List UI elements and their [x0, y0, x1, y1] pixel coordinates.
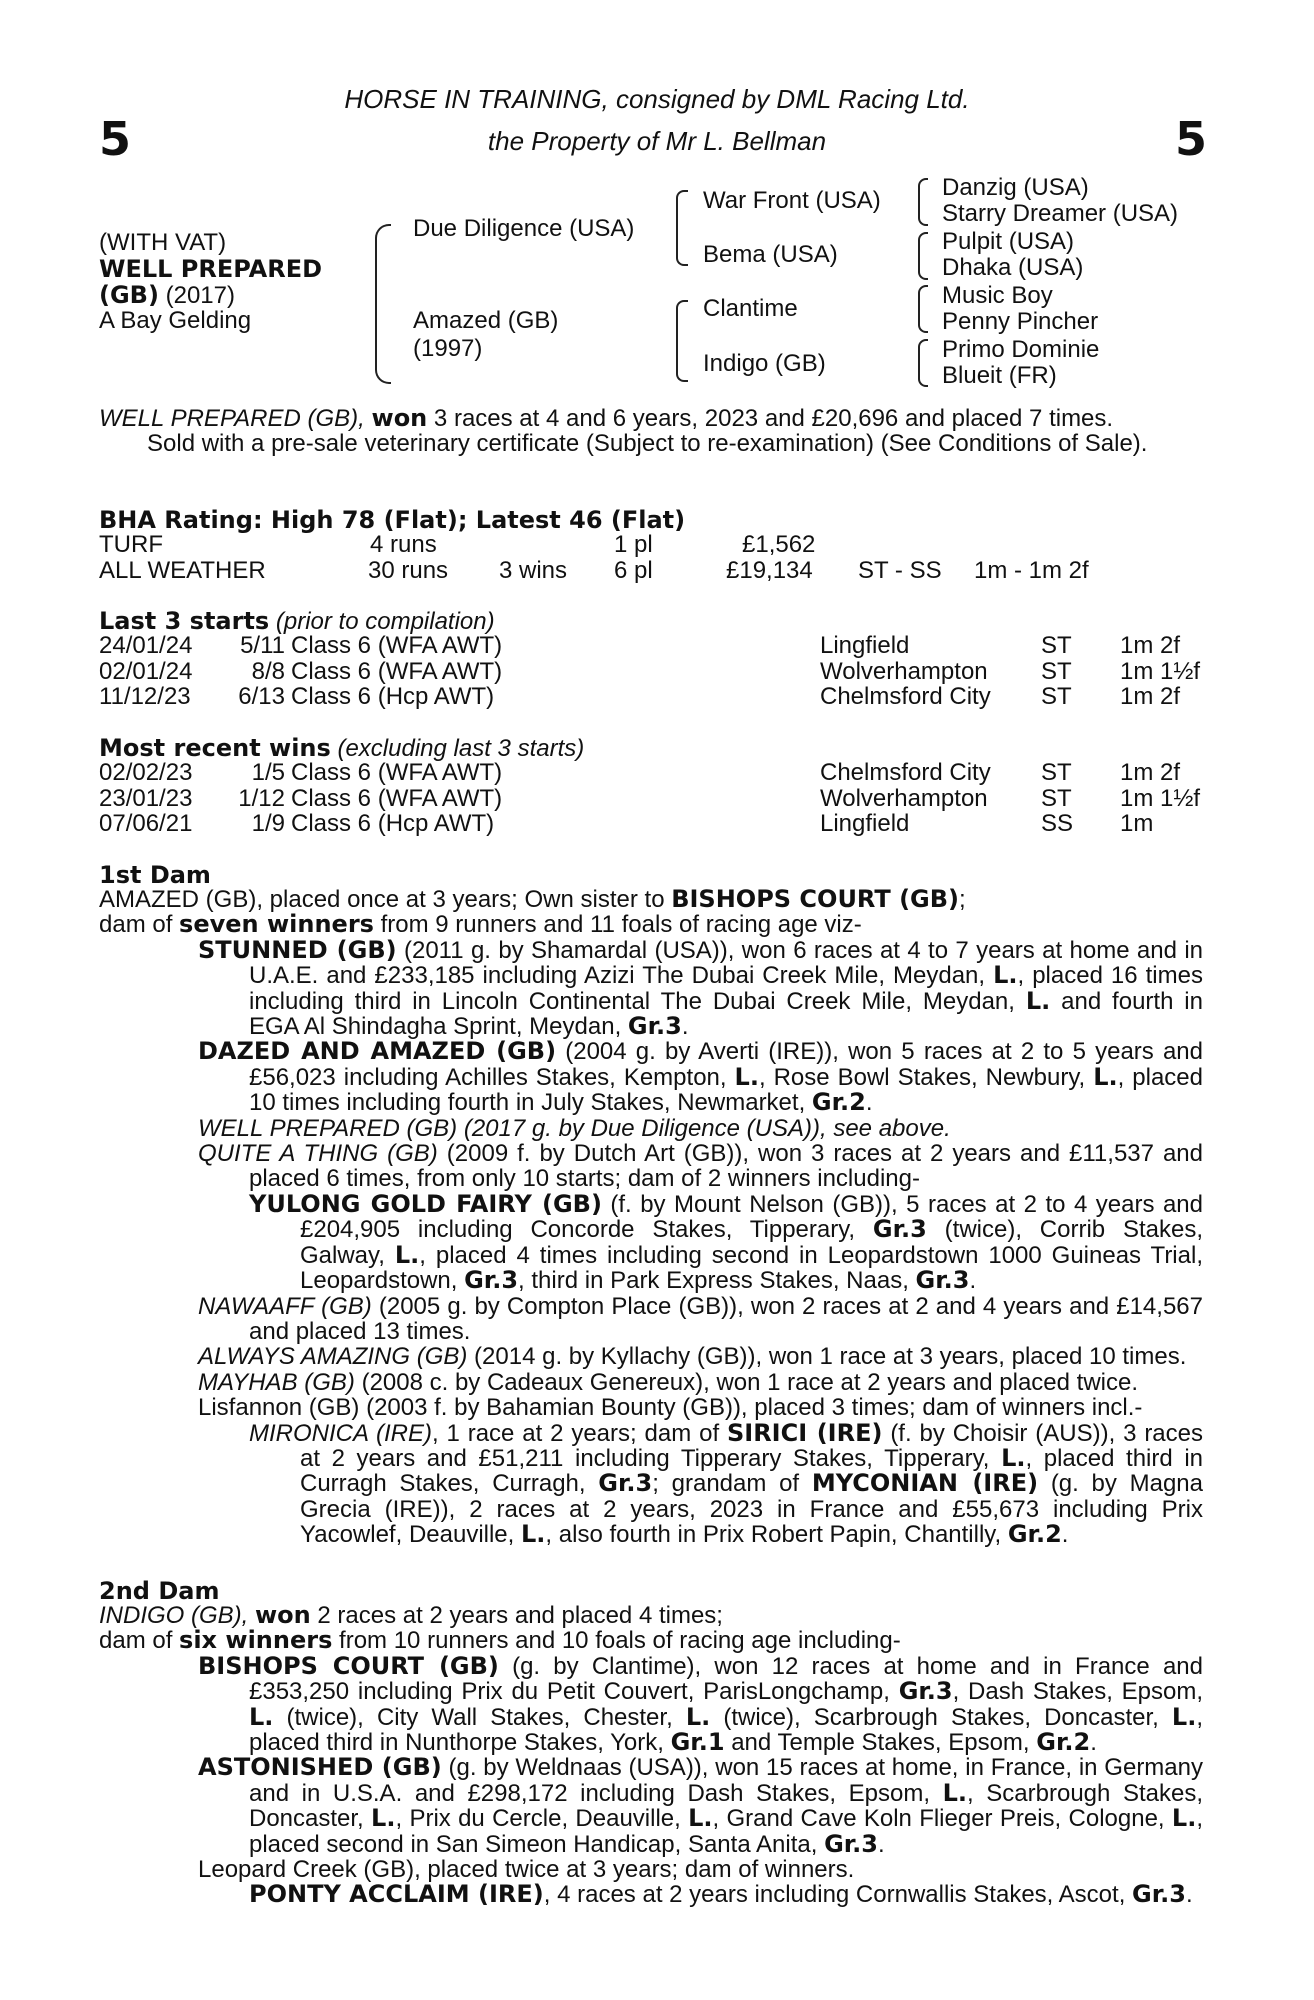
pedigree-sire-sire: War Front (USA) — [703, 187, 881, 214]
wins-pos: 1/12 — [238, 784, 285, 812]
produce-text: (2009 f. by Dutch Art (GB)), won 3 races at 2 years and £11,537 and placed 6 times, from only 10 starts; dam of 2 winners including- — [249, 1140, 1203, 1193]
pedigree-g1: Danzig (USA) — [942, 174, 1089, 201]
wins-pos: 1/9 — [251, 810, 285, 837]
produce-name: MAYHAB (GB) — [198, 1368, 355, 1396]
race-grade: Gr.3 — [627, 1012, 682, 1041]
first-dam-foals: from 9 runners and 11 foals of racing age viz- — [373, 911, 862, 939]
wins-course: Chelmsford City — [820, 759, 991, 786]
last3-note: (prior to compilation) — [275, 608, 495, 635]
produce-text: , third in Park Express Stakes, Naas, — [518, 1267, 916, 1295]
last3-date: 24/01/24 — [99, 632, 193, 659]
produce-name: ASTONISHED (GB) — [198, 1753, 442, 1782]
produce-mironica — [99, 1418, 1204, 1549]
produce-text: (2014 g. by Kyllachy (GB)), won 1 race at 3 years, placed 10 times. — [467, 1343, 1187, 1371]
race-grade: Gr.2 — [1036, 1728, 1091, 1757]
race-grade: L. — [249, 1702, 274, 1731]
produce-text: , 1 race at 2 years; dam of — [431, 1419, 727, 1447]
last3-date: 11/12/23 — [99, 683, 191, 710]
lot-number-left: 5 — [99, 112, 132, 166]
record-aw-wins: 3 wins — [499, 557, 568, 584]
race-grade: L. — [1171, 1702, 1197, 1731]
pedigree-dam: Amazed (GB) — [413, 307, 559, 334]
race-grade: Gr.3 — [872, 1215, 927, 1244]
produce-text: (f. by Choisir (AUS)), 3 races at 2 years and £51,211 including Tipperary Stakes, Tipperary, — [300, 1419, 1204, 1472]
race-grade: L. — [942, 1778, 968, 1807]
last3-going: ST — [1041, 683, 1072, 710]
produce-text: , 4 races at 2 years including Cornwallis Stakes, Ascot, — [543, 1881, 1133, 1909]
produce-text: . — [1090, 1729, 1097, 1757]
last3-date: 02/01/24 — [99, 657, 193, 685]
produce-text: (twice), Corrib Stakes, Galway, — [300, 1216, 1203, 1269]
race-grade: Gr.3 — [464, 1266, 519, 1295]
last3-dist: 1m 2f — [1120, 683, 1181, 710]
last3-course: Wolverhampton — [820, 657, 988, 685]
wins-going: ST — [1041, 784, 1072, 812]
produce-text: , Scarbrough Stakes, Doncaster, — [249, 1779, 1203, 1833]
produce-text: . — [969, 1267, 977, 1295]
horse-origin-year — [99, 282, 235, 309]
record-turf-label: TURF — [99, 531, 163, 558]
produce-text: (g. by Magna Grecia (IRE)), 2 races at 2 years, 2023 in France and £55,673 including Prix Yacowlef, Deauville, — [300, 1470, 1204, 1549]
pedigree-g4: Dhaka (USA) — [942, 254, 1084, 281]
race-grade: Gr.3 — [915, 1266, 970, 1295]
produce-name: QUITE A THING (GB) — [198, 1140, 438, 1168]
race-grade: Gr.3 — [898, 1677, 953, 1706]
summary-block — [99, 406, 1203, 457]
produce-text: ; grandam of — [652, 1470, 812, 1498]
produce-name: NAWAAFF (GB) — [198, 1292, 372, 1320]
last3-heading — [99, 608, 495, 635]
first-dam-heading: 1st Dam — [99, 861, 211, 889]
pedigree-g7: Primo Dominie — [942, 336, 1100, 363]
pedigree-brace-g2 — [918, 232, 928, 280]
race-grade: Gr.3 — [1132, 1880, 1186, 1909]
produce-ponty-acclaim — [99, 1882, 1203, 1907]
pedigree-brace-g3 — [918, 285, 928, 333]
produce-text: , Dash Stakes, Epsom, — [952, 1678, 1203, 1706]
produce-always-amazing — [99, 1344, 1203, 1369]
consignor-line: HORSE IN TRAINING, consigned by DML Racing Ltd. — [344, 84, 970, 114]
horse-name: WELL PREPARED — [99, 255, 323, 283]
race-grade: L. — [1171, 1804, 1197, 1833]
wins-dist: 1m 1½f — [1120, 784, 1201, 812]
summary-text: 3 races at 4 and 6 years, 2023 and £20,696 and placed 7 times. — [427, 405, 1114, 432]
wins-race: Class 6 (WFA AWT) — [291, 784, 503, 812]
last3-going: ST — [1041, 657, 1072, 685]
produce-name: BISHOPS COURT (GB) — [198, 1651, 499, 1680]
pedigree-brace-g1 — [918, 178, 928, 226]
produce-text: , Prix du Cercle, Deauville, — [395, 1805, 689, 1833]
produce-text: (2005 g. by Compton Place (GB)), won 2 races at 2 and 4 years and £14,567 and placed 13 times. — [249, 1292, 1203, 1345]
produce-text: (g. by Clantime), won 12 races at home and in France and £353,250 including Prix du Petit Couvert, ParisLongchamp, — [249, 1652, 1203, 1706]
record-aw-distance: 1m - 1m 2f — [974, 557, 1089, 584]
produce-mayhab — [99, 1370, 1203, 1395]
record-aw-runs: 30 runs — [368, 557, 449, 584]
first-dam-block — [99, 887, 1203, 1548]
first-dam-winners: seven winners — [179, 910, 374, 939]
produce-text: (2004 g. by Averti (IRE)), won 5 races at 2 to 5 years and £56,023 including Achilles Stakes, Kempton, — [249, 1038, 1203, 1091]
produce-well-prepared: WELL PREPARED (GB) (2017 g. by Due Diligence (USA)), see above. — [198, 1114, 951, 1142]
produce-astonished — [99, 1755, 1203, 1857]
produce-name: MIRONICA (IRE) — [249, 1419, 432, 1447]
record-aw-label: ALL WEATHER — [99, 557, 266, 584]
race-grade: L. — [1093, 1062, 1118, 1091]
pedigree-brace-sire — [676, 190, 688, 266]
record-aw-placed: 6 pl — [614, 557, 653, 584]
horse-description: A Bay Gelding — [99, 307, 252, 334]
wins-heading — [99, 735, 584, 762]
wins-date: 23/01/23 — [99, 784, 193, 812]
race-grade: L. — [993, 961, 1018, 990]
race-grade: L. — [521, 1520, 546, 1549]
produce-text: and Temple Stakes, Epsom, — [724, 1729, 1037, 1757]
produce-name: YULONG GOLD FAIRY (GB) — [249, 1189, 602, 1218]
produce-text: . — [878, 1830, 885, 1858]
race-grade: Gr.3 — [598, 1469, 653, 1498]
produce-text: , placed 16 times including third in Lincoln Continental The Dubai Creek Mile, Meydan, — [249, 962, 1203, 1015]
pedigree-g5: Music Boy — [942, 282, 1053, 309]
horse-year: (2017) — [165, 282, 235, 309]
last3-race: Class 6 (WFA AWT) — [291, 657, 503, 685]
pedigree-g8: Blueit (FR) — [942, 362, 1057, 389]
second-dam-foals: from 10 runners and 10 foals of racing age including- — [332, 1627, 901, 1655]
pedigree-sire: Due Diligence (USA) — [413, 215, 635, 242]
wins-race: Class 6 (Hcp AWT) — [291, 810, 495, 837]
last3-dist: 1m 1½f — [1120, 657, 1201, 685]
wins-dist: 1m — [1120, 810, 1154, 837]
last3-pos: 8/8 — [251, 657, 285, 685]
race-grade: L. — [685, 1702, 711, 1731]
wins-pos: 1/5 — [251, 759, 285, 786]
record-aw-going: ST - SS — [858, 557, 942, 584]
produce-text: (2008 c. by Cadeaux Genereux), won 1 race at 2 years and placed twice. — [354, 1368, 1139, 1396]
produce-stunned — [99, 935, 1204, 1041]
first-dam-punct: ; — [959, 886, 966, 913]
produce-text: , Grand Cave Koln Flieger Preis, Cologne, — [712, 1805, 1172, 1833]
race-grade: L. — [688, 1804, 713, 1833]
race-grade: L. — [1001, 1443, 1026, 1472]
second-dam-heading: 2nd Dam — [99, 1577, 220, 1605]
race-grade: L. — [1025, 986, 1051, 1015]
produce-yulong-gold-fairy — [99, 1189, 1203, 1295]
horse-origin: (GB) — [99, 281, 159, 309]
second-dam-name: INDIGO (GB), — [99, 1602, 255, 1629]
wins-course: Wolverhampton — [820, 784, 988, 812]
pedigree-sire-dam: Bema (USA) — [703, 241, 838, 268]
second-dam-dam-of: dam of — [99, 1627, 180, 1655]
second-dam-won: won — [255, 1601, 311, 1629]
first-dam-line2 — [99, 912, 1203, 937]
pedigree-dam-dam: Indigo (GB) — [703, 350, 826, 377]
first-dam-sister-name: BISHOPS COURT (GB) — [671, 885, 959, 913]
last3-course: Chelmsford City — [820, 683, 991, 710]
produce-nawaaff — [99, 1294, 1203, 1345]
pedigree-brace-g4 — [918, 339, 928, 387]
second-dam-winners: six winners — [179, 1626, 333, 1655]
produce-text: (g. by Weldnaas (USA)), won 15 races at home, in France, in Germany and in U.S.A. and £298,172 including Dash Stakes, Epsom, — [249, 1754, 1203, 1807]
produce-bishops-court — [99, 1651, 1203, 1757]
race-grade: L. — [394, 1240, 420, 1269]
first-dam-line1 — [99, 887, 1203, 912]
second-dam-line1 — [99, 1603, 1203, 1628]
produce-text: (twice), Scarbrough Stakes, Doncaster, — [710, 1703, 1172, 1731]
produce-text: . — [865, 1089, 873, 1117]
wins-note: (excluding last 3 starts) — [337, 735, 585, 762]
last3-going: ST — [1041, 632, 1072, 659]
wins-going: SS — [1041, 810, 1074, 837]
produce-text: and fourth in EGA Al Shindagha Sprint, Meydan, — [249, 987, 1203, 1041]
wins-going: ST — [1041, 759, 1072, 786]
pedigree-dam-sire: Clantime — [703, 295, 798, 322]
record-turf-runs: 4 runs — [370, 531, 437, 558]
race-grade: Gr.3 — [824, 1829, 878, 1858]
produce-text: . — [681, 1013, 689, 1041]
pedigree-dam-year: (1997) — [413, 335, 483, 362]
owner-line: the Property of Mr L. Bellman — [487, 126, 827, 156]
produce-text: , also fourth in Prix Robert Papin, Chantilly, — [545, 1521, 1008, 1549]
produce-quite-a-thing — [99, 1141, 1203, 1192]
wins-date: 02/02/23 — [99, 759, 193, 786]
produce-text: . — [1061, 1521, 1069, 1549]
produce-lisfannon: Lisfannon (GB) (2003 f. by Bahamian Bounty (GB)), placed 3 times; dam of winners incl.- — [198, 1394, 1143, 1422]
wins-date: 07/06/21 — [99, 810, 193, 837]
summary-horse-name: WELL PREPARED (GB), — [99, 405, 365, 432]
last3-title: Last 3 starts — [99, 607, 270, 635]
produce-name: MYCONIAN (IRE) — [811, 1469, 1039, 1498]
race-grade: L. — [734, 1062, 759, 1091]
race-grade: Gr.2 — [1007, 1520, 1062, 1549]
produce-text: , Rose Bowl Stakes, Newbury, — [758, 1063, 1094, 1091]
wins-race: Class 6 (WFA AWT) — [291, 759, 503, 786]
first-dam-dam-of: dam of — [99, 911, 180, 939]
second-dam-block — [99, 1603, 1203, 1908]
bha-rating: BHA Rating: High 78 (Flat); Latest 46 (Flat) — [99, 506, 686, 534]
second-dam-line2 — [99, 1628, 1203, 1653]
wins-course: Lingfield — [820, 810, 910, 837]
produce-text: , placed third in Curragh Stakes, Curragh, — [300, 1444, 1203, 1498]
produce-name: SIRICI (IRE) — [726, 1418, 883, 1447]
produce-text: , placed 4 times including second in Leopardstown 1000 Guineas Trial, Leopardstown, — [300, 1241, 1203, 1295]
vat-note: (WITH VAT) — [99, 229, 227, 256]
produce-name: PONTY ACCLAIM (IRE) — [249, 1880, 544, 1909]
pedigree-g2: Starry Dreamer (USA) — [942, 200, 1179, 227]
produce-dazed-and-amazed — [99, 1039, 1203, 1115]
wins-title: Most recent wins — [99, 734, 331, 762]
vet-certificate-note: Sold with a pre-sale veterinary certificate (Subject to re-examination) (See Conditions of Sale). — [147, 430, 1148, 458]
pedigree-brace-dam — [676, 300, 688, 382]
produce-leopard-creek: Leopard Creek (GB), placed twice at 3 years; dam of winners. — [198, 1856, 855, 1884]
produce-name: ALWAYS AMAZING (GB) — [198, 1343, 468, 1371]
record-aw-earnings: £19,134 — [726, 557, 813, 584]
last3-dist: 1m 2f — [1120, 632, 1181, 659]
last3-race: Class 6 (Hcp AWT) — [291, 683, 495, 710]
pedigree-brace-main — [375, 224, 391, 384]
last3-course: Lingfield — [820, 632, 910, 659]
produce-text: (2011 g. by Shamardal (USA)), won 6 races at 4 to 7 years at home and in U.A.E. and £233,185 including Azizi The Dubai Creek Mile, Meydan, — [249, 936, 1204, 990]
last3-race: Class 6 (WFA AWT) — [291, 632, 503, 659]
race-grade: Gr.1 — [670, 1728, 725, 1757]
first-dam-text: AMAZED (GB), placed once at 3 years; Own sister to — [99, 886, 672, 913]
record-turf-earnings: £1,562 — [742, 531, 816, 558]
record-turf-placed: 1 pl — [614, 531, 653, 558]
last3-pos: 5/11 — [240, 632, 285, 659]
produce-text: (twice), City Wall Stakes, Chester, — [273, 1703, 686, 1731]
lot-number-right: 5 — [1175, 112, 1208, 166]
pedigree-g6: Penny Pincher — [942, 308, 1099, 335]
produce-name: DAZED AND AMAZED (GB) — [198, 1037, 557, 1066]
produce-text: , placed third in Nunthorpe Stakes, York, — [249, 1703, 1203, 1757]
race-grade: Gr.2 — [811, 1088, 866, 1117]
produce-text: , placed 10 times including fourth in July Stakes, Newmarket, — [249, 1063, 1203, 1117]
race-grade: L. — [371, 1804, 396, 1833]
pedigree-g3: Pulpit (USA) — [942, 228, 1075, 255]
produce-text: . — [1185, 1881, 1193, 1909]
produce-name: STUNNED (GB) — [198, 935, 397, 964]
summary-won: won — [371, 404, 428, 432]
wins-dist: 1m 2f — [1120, 759, 1181, 786]
produce-text: , placed second in San Simeon Handicap, Santa Anita, — [249, 1805, 1203, 1858]
second-dam-text: 2 races at 2 years and placed 4 times; — [310, 1602, 723, 1629]
produce-text: (f. by Mount Nelson (GB)), 5 races at 2 to 4 years and £204,905 including Concorde Stakes, Tipperary, — [300, 1190, 1203, 1244]
last3-pos: 6/13 — [238, 683, 285, 710]
